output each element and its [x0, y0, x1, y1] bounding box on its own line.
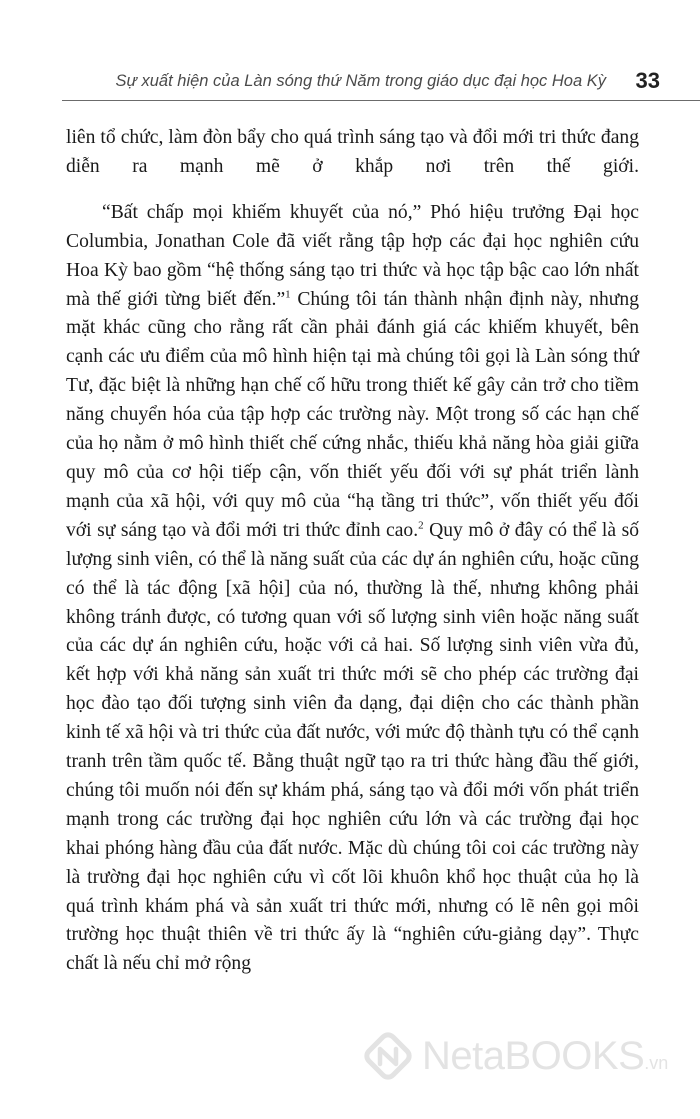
- paragraph-2-text-a: “Bất chấp mọi khiếm khuyết của nó,” Phó hiệu trưởng Đại học Columbia, Jonathan Cole đã viết rằng tập hợp các đại học nghiên cứu Hoa Kỳ bao gồm “hệ thống sáng tạo tri thức và học tập bậc cao lớn nhất mà thế giới từng biết đến.”: [66, 201, 639, 310]
- header-divider: [62, 100, 700, 101]
- page-header: [0, 68, 700, 108]
- netabooks-logo-icon: [362, 1030, 414, 1082]
- footnote-ref-1: 1: [285, 288, 291, 300]
- body-text: [66, 124, 639, 979]
- paragraph-cole-quote: [66, 199, 639, 979]
- paragraph-continued: [66, 124, 639, 182]
- footnote-ref-2: 2: [418, 519, 424, 532]
- watermark-brand-name: NetaBOOKS: [422, 1034, 645, 1078]
- watermark-suffix: .vn: [644, 1053, 669, 1073]
- watermark: [362, 1028, 692, 1088]
- paragraph-1-text: liên tổ chức, làm đòn bẩy cho quá trình sáng tạo và đổi mới tri thức đang diễn ra mạnh mẽ ở khắp nơi trên thế giới.: [66, 127, 639, 177]
- page-number: 33: [635, 68, 660, 93]
- watermark-brand: [422, 1034, 668, 1079]
- paragraph-2-text-b: Chúng tôi tán thành nhận định này, nhưng mặt khác cũng cho rằng rất cần phải đánh giá các khiếm khuyết, bên cạnh các ưu điểm của mô hình hiện tại mà chúng tôi gọi là Làn sóng thứ Tư, đặc biệt là những hạn chế cố hữu trong thiết kế gây cản trở cho tiềm năng chuyển hóa của tập hợp các trường này. Một trong số các hạn chế của họ nằm ở mô hình thiết chế cứng nhắc, thiếu khả năng hòa giải giữa quy mô của cơ hội tiếp cận, vốn thiết yếu đối với sự phát triển lành mạnh của xã hội, với quy mô của “hạ tầng tri thức”, vốn thiết yếu đối với sự sáng tạo và đổi mới tri thức đỉnh cao.: [66, 288, 639, 541]
- paragraph-2-text-c: Quy mô ở đây có thể là số lượng sinh viên, có thể là năng suất của các dự án nghiên cứu, hoặc cũng có thể là tác động [xã hội] của nó, thường là thế, nhưng không phải không tránh được, có tương quan với số lượng sinh viên hoặc năng suất của các dự án nghiên cứu, hoặc với cả hai. Số lượng sinh viên vừa đủ, kết hợp với khả năng sản xuất tri thức mới sẽ cho phép các trường đại học đào tạo đối tượng sinh viên đa dạng, đại diện cho các thành phần kinh tế xã hội và tri thức của đất nước, với mức độ thành tựu có thể cạnh tranh trên tầm quốc tế. Bằng thuật ngữ tạo ra tri thức hàng đầu thế giới, chúng tôi muốn nói đến sự khám phá, sáng tạo và đổi mới vốn phát triển mạnh trong các trường đại học nghiên cứu lớn và các trường đại học khai phóng hàng đầu của đất nước. Mặc dù chúng tôi coi các trường này là trường đại học nghiên cứu vì cốt lõi khuôn khổ học thuật của họ là quá trình khám phá và sản xuất tri thức mới, nhưng có lẽ nên gọi môi trường học thuật thiên về tri thức ấy là “nghiên cứu-giảng dạy”. Thực chất là nếu chỉ mở rộng: [66, 519, 639, 975]
- running-title: Sự xuất hiện của Làn sóng thứ Năm trong giáo dục đại học Hoa Kỳ: [115, 72, 606, 90]
